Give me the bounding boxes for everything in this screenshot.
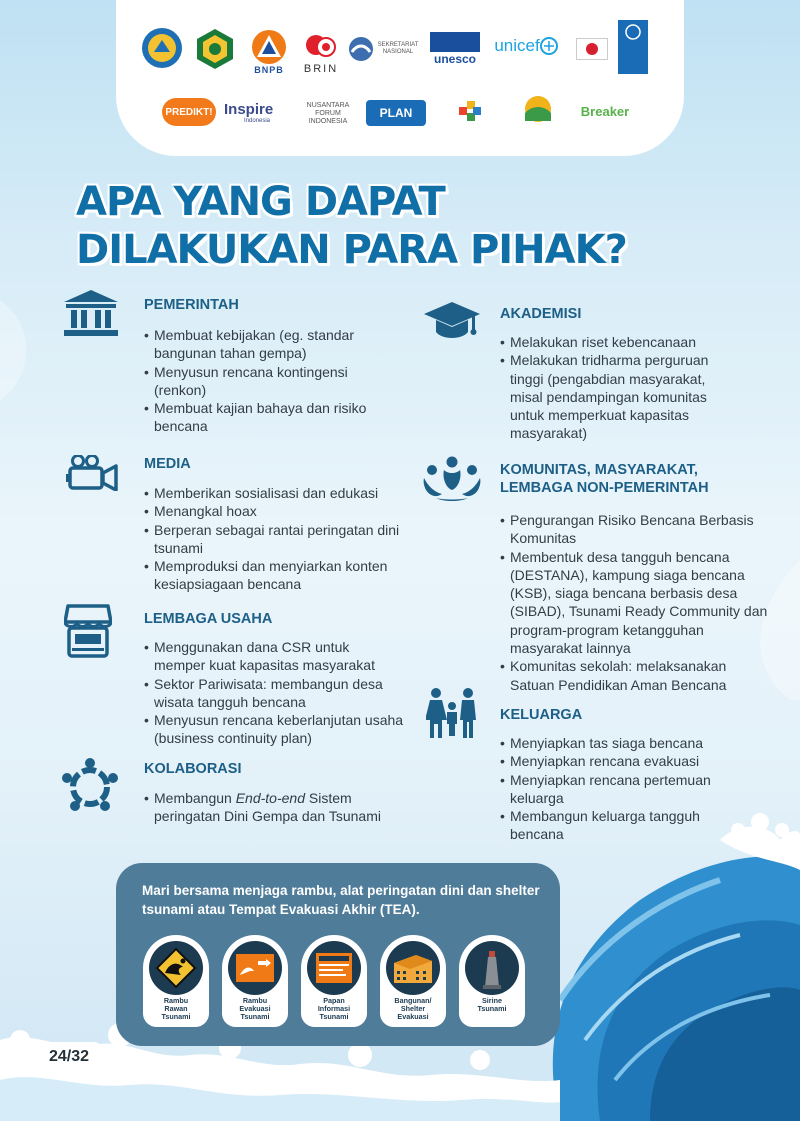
sign-caption <box>303 997 365 1020</box>
sign-caption-line: Rambu <box>242 996 268 1005</box>
section-heading-keluarga: KELUARGA <box>500 707 583 723</box>
list-item: • Memberikan sosialisasi dan edukasi <box>144 484 414 502</box>
people-circle-icon <box>62 758 118 814</box>
sign-caption <box>461 997 523 1013</box>
list-item: • Melakukan tridharma perguruan tinggi (pengabdian masyarakat, misal pendampingan komunitas untuk memperkuat kapasitas masyarakat) <box>500 351 740 442</box>
predikt-logo <box>162 98 216 126</box>
family-icon <box>426 688 478 738</box>
sign-bangunan-shelter-evakuasi <box>380 935 446 1027</box>
list-item: • Menyiapkan tas siaga bencana <box>500 734 740 752</box>
brin-logo-text: BRIN <box>303 63 339 75</box>
sign-caption-line: Papan <box>323 996 345 1005</box>
sign-caption-line: Evakuasi <box>397 1011 429 1021</box>
list-akademisi <box>500 333 740 443</box>
community-people-icon <box>422 456 482 502</box>
list-lembaga-usaha <box>144 638 404 748</box>
list-item: • Menyiapkan rencana pertemuan keluarga <box>500 771 740 808</box>
sign-caption-line: Tsunami <box>161 1011 191 1021</box>
list-item: • Membentuk desa tangguh bencana (DESTANA), kampung siaga bencana (KSB), siaga bencana berbasis desa (SIBAD), Tsunami Ready Community dan program-program ketangguhan masyarakat lainnya <box>500 548 768 658</box>
predikt-logo-text: PREDIKT! <box>165 106 213 118</box>
unesco-logo-text: unesco <box>433 52 476 66</box>
breaker-logo <box>570 100 640 122</box>
breaker-logo-text: Breaker <box>580 103 630 119</box>
page-title <box>76 178 627 274</box>
section-heading-pemerintah: PEMERINTAH <box>144 297 239 313</box>
list-item-emphasis: End-to-end <box>235 790 305 806</box>
sign-sirine-tsunami <box>459 935 525 1027</box>
list-media <box>144 484 414 594</box>
sign-caption-line: Informasi <box>317 1003 351 1013</box>
sign-caption-line: Rambu <box>163 996 189 1005</box>
sign-caption-line: Tsunami <box>319 1011 349 1021</box>
sign-caption-line: Sirine <box>482 996 502 1005</box>
list-item: • Melakukan riset kebencanaan <box>500 333 740 351</box>
list-item: • Menyusun rencana kontingensi (renkon) <box>144 363 394 400</box>
list-item: • Membangun keluarga tangguh bencana <box>500 807 740 844</box>
video-camera-icon <box>66 455 120 491</box>
list-item: • Membuat kebijakan (eg. standar bangunan tahan gempa) <box>144 326 394 363</box>
undp-logo <box>618 20 648 74</box>
kemdikbud-logo <box>140 26 184 70</box>
adaptasi-logo <box>516 92 560 132</box>
list-item-text: Sistem peringatan Dini Gempa dan Tsunami <box>154 790 381 825</box>
section-heading-media: MEDIA <box>144 456 191 472</box>
list-kolaborasi <box>144 789 408 826</box>
sign-caption-line: Bangunan/ <box>394 996 432 1005</box>
japan-flag-logo <box>570 32 614 66</box>
list-item: • Komunitas sekolah: melaksanakan Satuan Pendidikan Aman Bencana <box>500 657 768 694</box>
page-number: 24/32 <box>36 1042 102 1072</box>
page-title-line1: APA YANG DAPAT <box>76 179 445 225</box>
graduation-cap-icon <box>424 300 480 342</box>
section-heading-komunitas <box>500 461 709 497</box>
sign-caption <box>382 997 444 1020</box>
page-title-line2: DILAKUKAN PARA PIHAK? <box>76 227 627 273</box>
sign-caption-line: Rawan <box>164 1003 188 1013</box>
section-heading-akademisi: AKADEMISI <box>500 306 582 322</box>
brin-logo <box>298 26 344 82</box>
sign-caption-line: Shelter <box>400 1003 426 1013</box>
kemenag-logo <box>192 26 238 72</box>
list-item: • Memproduksi dan menyiarkan konten kesiapsiagaan bencana <box>144 557 414 594</box>
list-item: • Membuat kajian bahaya dan risiko bencana <box>144 399 394 436</box>
inspire-logo-text: Inspire <box>224 100 274 118</box>
unicef-logo-text: unicef <box>494 36 540 55</box>
unicef-logo <box>486 32 566 60</box>
sign-caption <box>224 997 286 1020</box>
section-heading-lembaga-usaha: LEMBAGA USAHA <box>144 611 273 627</box>
nusantara-logo <box>298 96 358 132</box>
tsunami-warning-sign-icon <box>149 941 203 995</box>
list-keluarga <box>500 734 740 844</box>
sign-caption-line: Evakuasi <box>239 1003 271 1013</box>
sign-caption-line: Tsunami <box>477 1003 507 1013</box>
sekretariat-logo-text: SEKRETARIAT NASIONAL <box>377 42 419 55</box>
evacuation-sign-icon <box>228 941 282 995</box>
inspire-logo <box>224 98 294 128</box>
bnpb-logo <box>246 24 292 80</box>
list-item-text: Membangun <box>154 790 236 806</box>
siren-tower-icon <box>465 941 519 995</box>
sign-rambu-rawan-tsunami <box>143 935 209 1027</box>
unesco-logo <box>428 30 482 68</box>
sign-rambu-evakuasi-tsunami <box>222 935 288 1027</box>
list-komunitas <box>500 511 768 694</box>
sign-papan-informasi-tsunami <box>301 935 367 1027</box>
bnpb-logo-text: BNPB <box>254 65 284 75</box>
list-item: • Pengurangan Risiko Bencana Berbasis Komunitas <box>500 511 768 548</box>
list-item: • Berperan sebagai rantai peringatan dini tsunami <box>144 521 414 558</box>
plan-logo-text: PLAN <box>379 106 413 120</box>
call-to-action-text: Mari bersama menjaga rambu, alat peringatan dini dan shelter tsunami atau Tempat Evakuasi Akhir (TEA). <box>142 883 540 917</box>
shelter-building-icon <box>386 941 440 995</box>
forum-logo <box>434 98 506 126</box>
sign-caption-line: Tsunami <box>240 1011 270 1021</box>
storefront-icon <box>64 604 112 658</box>
plan-logo <box>366 100 426 126</box>
government-building-icon <box>64 290 118 336</box>
list-item: • Menggunakan dana CSR untuk memper kuat kapasitas masyarakat <box>144 638 404 675</box>
section-heading-komunitas-line1: KOMUNITAS, MASYARAKAT, <box>500 462 698 478</box>
section-heading-komunitas-line2: LEMBAGA NON-PEMERINTAH <box>500 480 709 496</box>
list-item: • Menyiapkan rencana evakuasi <box>500 752 740 770</box>
sign-caption <box>145 997 207 1020</box>
list-item: • Sektor Pariwisata: membangun desa wisata tangguh bencana <box>144 675 404 712</box>
logo-panel <box>116 0 684 156</box>
section-heading-kolaborasi: KOLABORASI <box>144 761 242 777</box>
sekretariat-logo <box>346 34 424 64</box>
inspire-logo-subtext: Indonesia <box>244 117 271 124</box>
nusantara-logo-text: NUSANTARA FORUM INDONESIA <box>306 102 350 125</box>
list-item: • Menangkal hoax <box>144 502 414 520</box>
information-board-icon <box>307 941 361 995</box>
list-pemerintah <box>144 326 394 436</box>
list-item: • Menyusun rencana keberlanjutan usaha (business continuity plan) <box>144 711 404 748</box>
list-item <box>144 789 408 826</box>
call-to-action-box <box>116 863 560 1046</box>
